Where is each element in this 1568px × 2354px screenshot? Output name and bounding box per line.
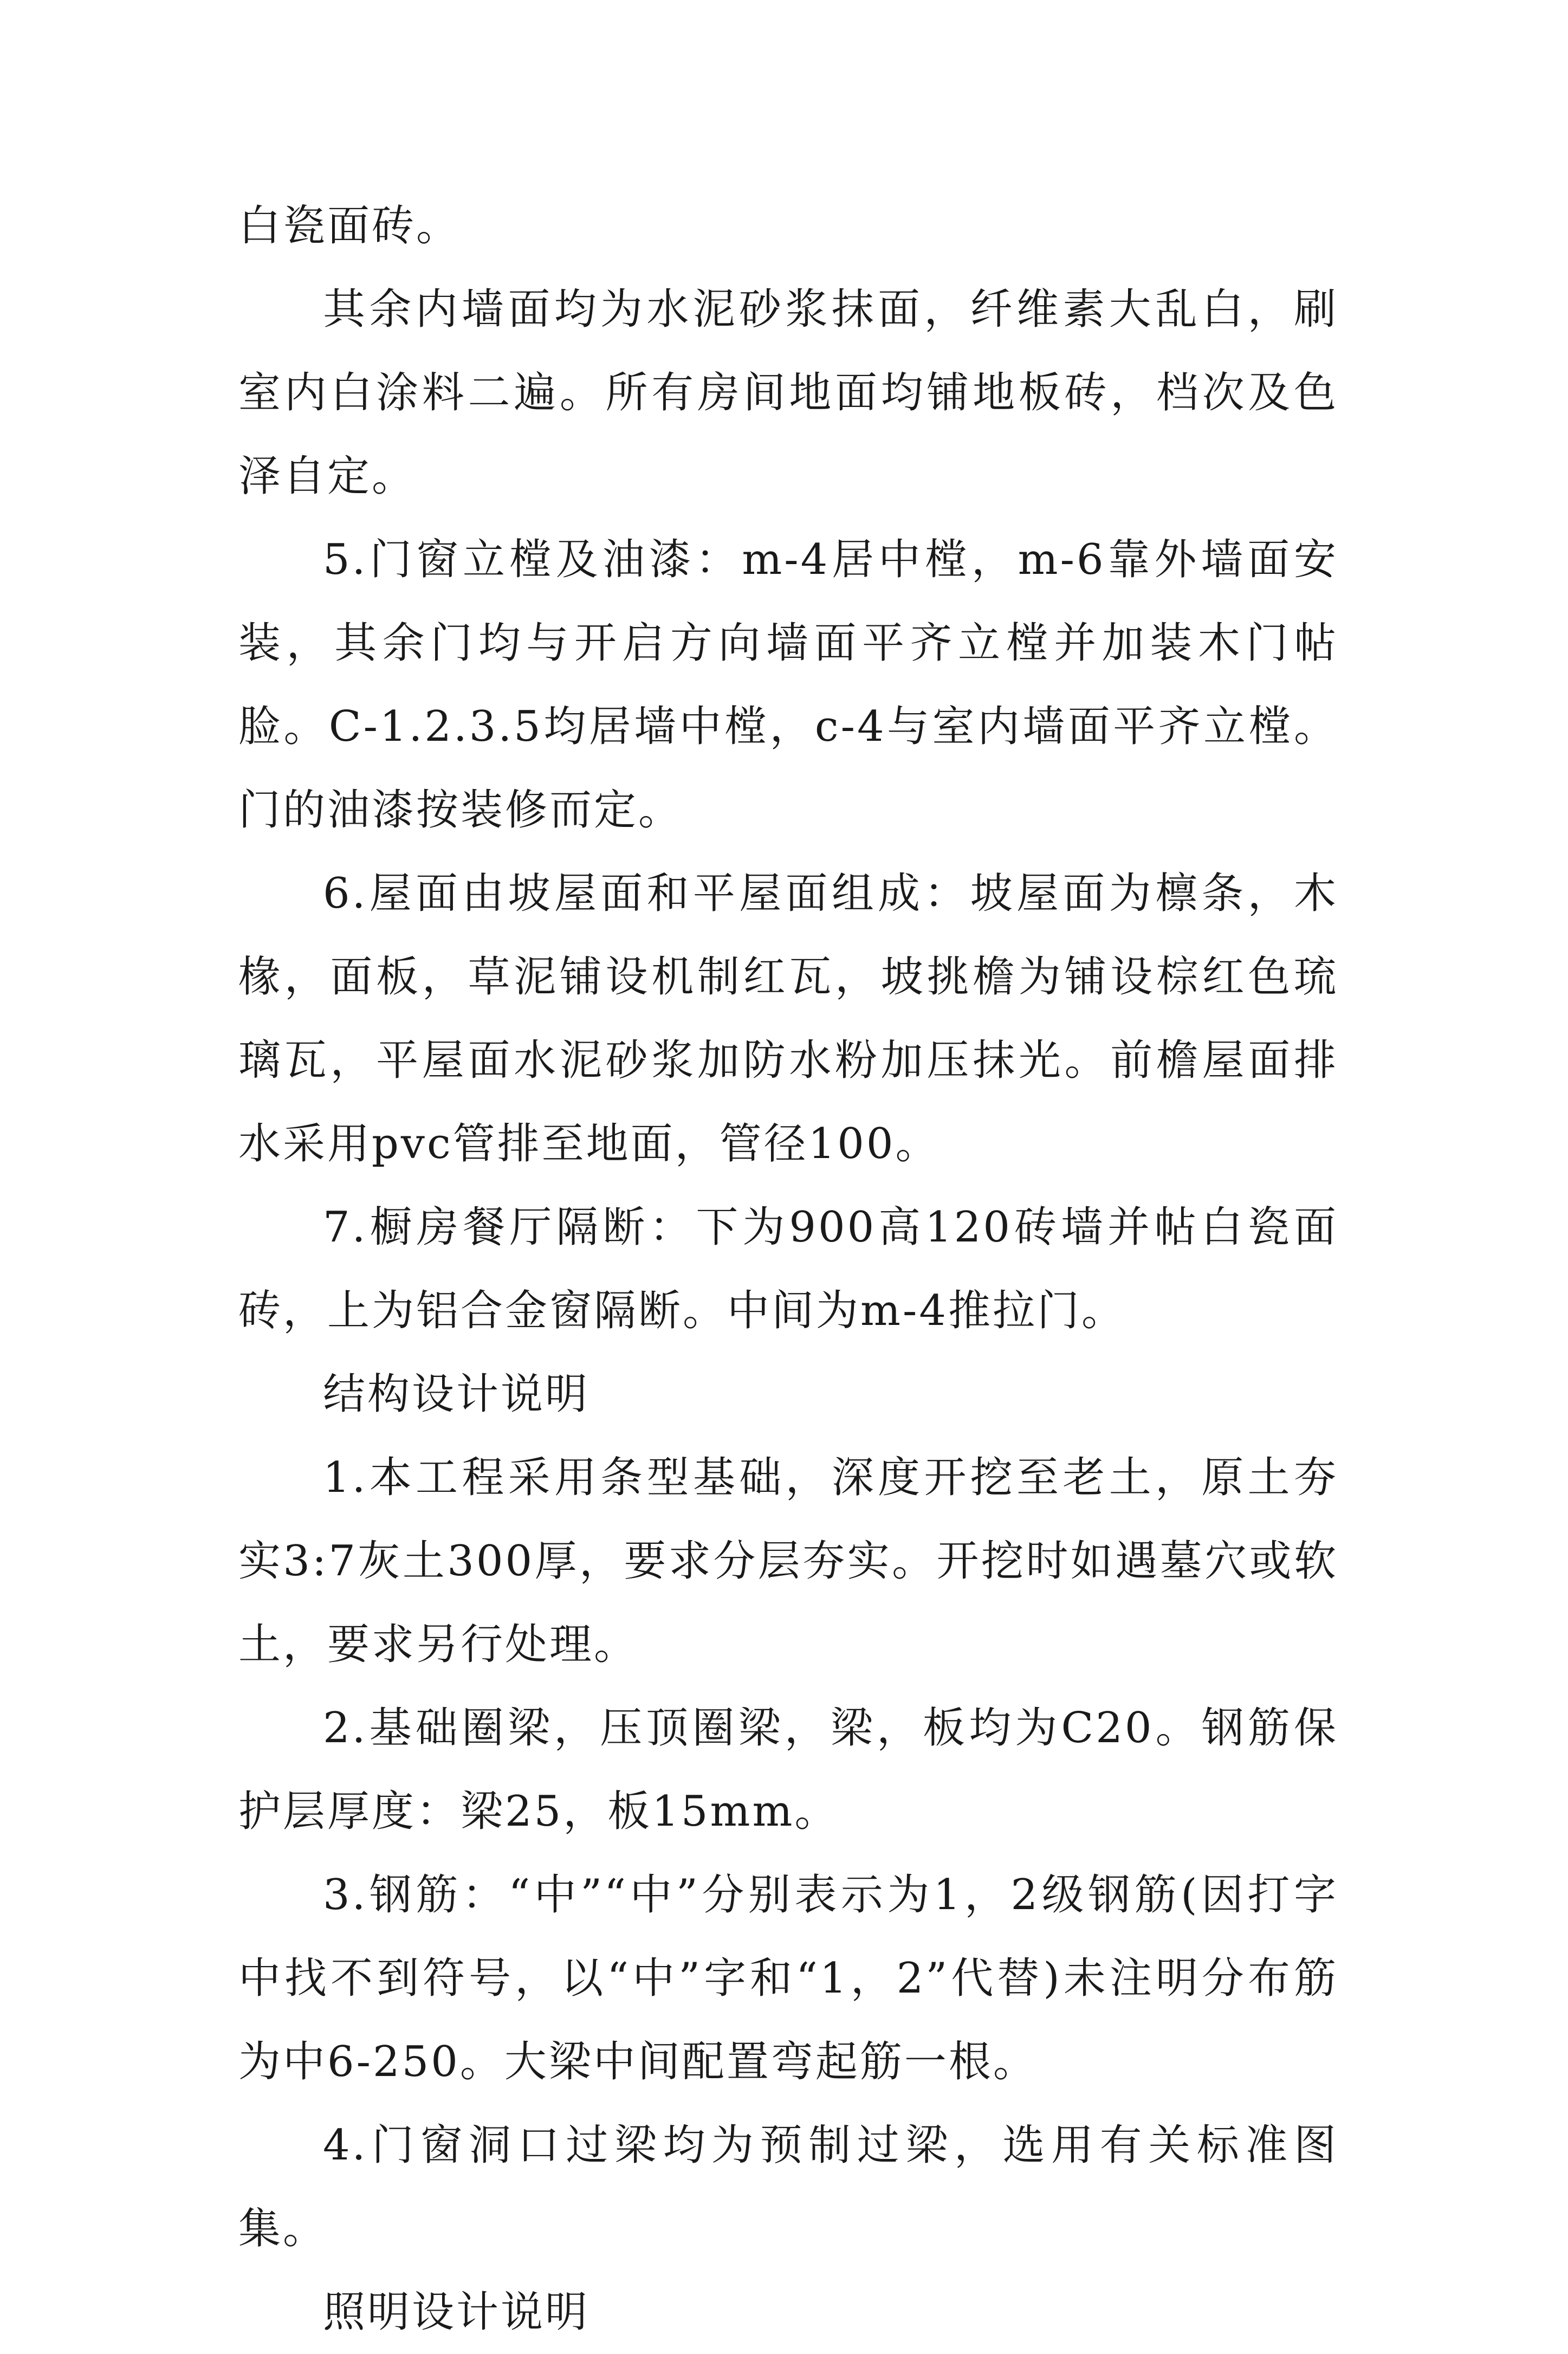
paragraph-foundation: 1.本工程采用条型基础，深度开挖至老土，原土夯实3:7灰土300厚，要求分层夯实。开挖时如遇墓穴或软土，要求另行处理。 — [238, 1453, 1338, 1669]
paragraph-interior-walls: 其余内墙面均为水泥砂浆抹面，纤维素大乱白，刷室内白涂料二遍。所有房间地面均铺地板砖，档次及色泽自定。 — [238, 285, 1338, 501]
paragraph-kitchen-partition: 7.橱房餐厅隔断：下为900高120砖墙并帖白瓷面砖，上为铝合金窗隔断。中间为m-4推拉门。 — [238, 1203, 1338, 1335]
heading-lighting-design: 照明设计说明 — [323, 2288, 590, 2337]
document-body — [238, 184, 1338, 2354]
paragraph-roof: 6.屋面由坡屋面和平屋面组成：坡屋面为檩条，木椽，面板，草泥铺设机制红瓦，坡挑檐为铺设棕红色琉璃瓦，平屋面水泥砂浆加防水粉加压抹光。前檐屋面排水采用pvc管排至地面，管径100。 — [238, 869, 1338, 1168]
paragraph-lintels: 4.门窗洞口过梁均为预制过梁，选用有关标准图集。 — [238, 2121, 1338, 2253]
heading-structural-design: 结构设计说明 — [323, 1370, 590, 1419]
paragraph-rebar: 3.钢筋：“中”“中”分别表示为1，2级钢筋(因打字中找不到符号，以“中”字和“1，2”代替)未注明分布筋为中6-250。大梁中间配置弯起筋一根。 — [238, 1871, 1338, 2086]
paragraph-tile-continuation: 白瓷面砖。 — [238, 202, 461, 250]
paragraph-concrete-grade: 2.基础圈梁，压顶圈梁，梁，板均为C20。钢筋保护层厚度：梁25，板15mm。 — [238, 1704, 1338, 1836]
paragraph-doors-windows: 5.门窗立樘及油漆：m-4居中樘，m-6靠外墙面安装，其余门均与开启方向墙面平齐立樘并加装木门帖脸。C-1.2.3.5均居墙中樘，c-4与室内墙面平齐立樘。门的油漆按装修而定。 — [238, 535, 1338, 835]
